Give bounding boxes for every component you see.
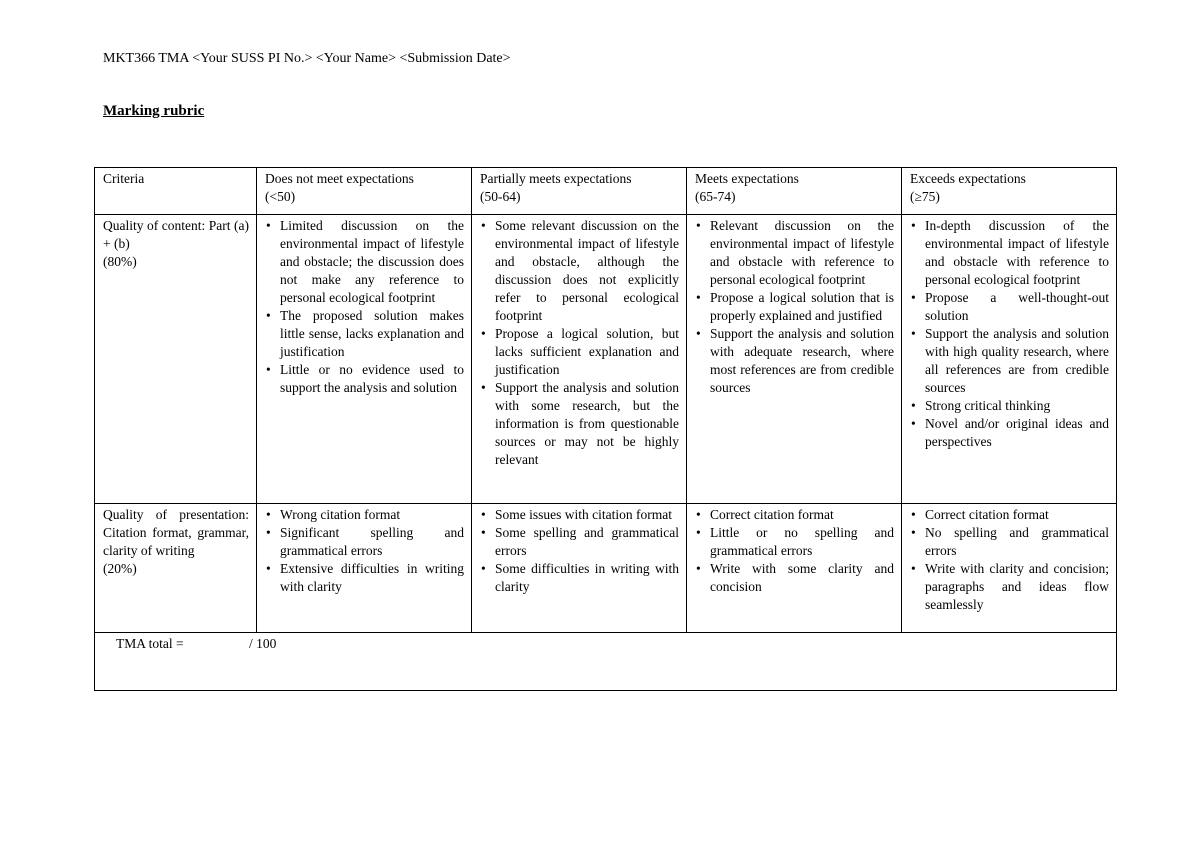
bullet-icon: • xyxy=(696,290,701,305)
bullet-item xyxy=(695,560,894,596)
bullet-text: Limited discussion on the environmental impact of lifestyle and obstacle; the discussion does not make any reference to personal ecological footprint xyxy=(280,218,464,305)
column-range: (50-64) xyxy=(480,189,521,204)
bullet-text: Write with clarity and concision; paragraphs and ideas flow seamlessly xyxy=(925,561,1109,612)
bullet-text: Little or no evidence used to support the analysis and solution xyxy=(280,362,464,395)
criteria-bullet-list xyxy=(695,217,894,397)
bullet-item xyxy=(910,506,1109,524)
bullet-text: Significant spelling and grammatical errors xyxy=(280,525,464,558)
criteria-cell xyxy=(95,215,257,504)
bullet-icon: • xyxy=(911,398,916,413)
bullet-icon: • xyxy=(481,380,486,395)
bullet-item xyxy=(695,524,894,560)
bullet-item xyxy=(910,415,1109,451)
rubric-cell xyxy=(257,504,472,633)
column-title: Partially meets expectations xyxy=(480,171,632,186)
bullet-icon: • xyxy=(481,507,486,522)
criteria-bullet-list xyxy=(480,506,679,596)
bullet-text: Wrong citation format xyxy=(280,507,401,522)
bullet-text: No spelling and grammatical errors xyxy=(925,525,1109,558)
bullet-item xyxy=(480,524,679,560)
bullet-icon: • xyxy=(911,507,916,522)
bullet-icon: • xyxy=(911,290,916,305)
criteria-weight: (20%) xyxy=(103,561,137,576)
total-cell xyxy=(95,633,1117,691)
bullet-text: Write with some clarity and concision xyxy=(710,561,894,594)
bullet-text: Propose a logical solution that is properly explained and justified xyxy=(710,290,894,323)
rubric-cell xyxy=(687,215,902,504)
criteria-cell xyxy=(95,504,257,633)
section-title: Marking rubric xyxy=(103,103,205,119)
bullet-icon: • xyxy=(696,525,701,540)
rubric-cell xyxy=(902,504,1117,633)
bullet-icon: • xyxy=(696,326,701,341)
bullet-item xyxy=(910,289,1109,325)
bullet-icon: • xyxy=(696,218,701,233)
criteria-bullet-list xyxy=(265,506,464,596)
rubric-total-row xyxy=(95,633,1117,691)
bullet-icon: • xyxy=(911,416,916,431)
bullet-text: Propose a well-thought-out solution xyxy=(925,290,1109,323)
bullet-icon: • xyxy=(266,525,271,540)
bullet-text: Some difficulties in writing with clarity xyxy=(495,561,679,594)
bullet-text: Correct citation format xyxy=(710,507,834,522)
column-range: (<50) xyxy=(265,189,296,204)
bullet-icon: • xyxy=(481,561,486,576)
bullet-text: Support the analysis and solution with adequate research, where most references are from credible sources xyxy=(710,326,894,395)
bullet-item xyxy=(480,217,679,325)
bullet-icon: • xyxy=(266,308,271,323)
bullet-item xyxy=(265,506,464,524)
bullet-text: Strong critical thinking xyxy=(925,398,1051,413)
bullet-item xyxy=(910,397,1109,415)
bullet-text: Novel and/or original ideas and perspectives xyxy=(925,416,1109,449)
bullet-text: Extensive difficulties in writing with clarity xyxy=(280,561,464,594)
bullet-text: Some spelling and grammatical errors xyxy=(495,525,679,558)
criteria-name: Quality of content: Part (a) + (b) xyxy=(103,218,249,251)
bullet-item xyxy=(265,307,464,361)
rubric-row-content xyxy=(95,215,1117,504)
criteria-bullet-list xyxy=(695,506,894,596)
criteria-bullet-list xyxy=(265,217,464,397)
bullet-icon: • xyxy=(911,561,916,576)
rubric-cell xyxy=(257,215,472,504)
bullet-item xyxy=(265,217,464,307)
bullet-icon: • xyxy=(266,218,271,233)
bullet-item xyxy=(695,506,894,524)
bullet-item xyxy=(480,325,679,379)
bullet-text: Propose a logical solution, but lacks sufficient explanation and justification xyxy=(495,326,679,377)
bullet-item xyxy=(480,560,679,596)
bullet-text: Support the analysis and solution with some research, but the information is from questionable sources or may not be highly relevant xyxy=(495,380,679,467)
bullet-text: In-depth discussion of the environmental impact of lifestyle and obstacle with reference to personal ecological footprint xyxy=(925,218,1109,287)
bullet-item xyxy=(910,325,1109,397)
bullet-item xyxy=(695,289,894,325)
bullet-text: Support the analysis and solution with high quality research, where all references are from credible sources xyxy=(925,326,1109,395)
bullet-icon: • xyxy=(696,561,701,576)
bullet-text: Correct citation format xyxy=(925,507,1049,522)
column-title: Criteria xyxy=(103,171,145,186)
bullet-icon: • xyxy=(266,507,271,522)
column-range: (65-74) xyxy=(695,189,736,204)
marking-rubric-table xyxy=(94,167,1117,691)
criteria-bullet-list xyxy=(480,217,679,469)
rubric-cell xyxy=(472,504,687,633)
column-title: Meets expectations xyxy=(695,171,799,186)
column-title: Does not meet expectations xyxy=(265,171,414,186)
criteria-weight: (80%) xyxy=(103,254,137,269)
bullet-text: Relevant discussion on the environmental impact of lifestyle and obstacle with reference to personal ecological footprint xyxy=(710,218,894,287)
criteria-bullet-list xyxy=(910,217,1109,451)
column-header-does-not-meet xyxy=(257,168,472,215)
bullet-item xyxy=(265,361,464,397)
column-header-meets xyxy=(687,168,902,215)
rubric-cell xyxy=(687,504,902,633)
bullet-icon: • xyxy=(266,561,271,576)
column-header-exceeds xyxy=(902,168,1117,215)
column-range: (≥75) xyxy=(910,189,940,204)
document-header: MKT366 TMA <Your SUSS PI No.> <Your Name> <Submission Date> xyxy=(103,51,511,66)
bullet-icon: • xyxy=(266,362,271,377)
bullet-icon: • xyxy=(481,218,486,233)
rubric-row-presentation xyxy=(95,504,1117,633)
bullet-item xyxy=(695,217,894,289)
bullet-text: The proposed solution makes little sense, lacks explanation and justification xyxy=(280,308,464,359)
criteria-bullet-list xyxy=(910,506,1109,614)
rubric-cell xyxy=(472,215,687,504)
bullet-item xyxy=(480,379,679,469)
bullet-item xyxy=(910,217,1109,289)
bullet-item xyxy=(480,506,679,524)
bullet-item xyxy=(265,560,464,596)
criteria-name: Quality of presentation: Citation format, grammar, clarity of writing xyxy=(103,507,249,558)
total-label: TMA total = xyxy=(116,636,184,651)
column-title: Exceeds expectations xyxy=(910,171,1026,186)
bullet-icon: • xyxy=(911,218,916,233)
total-value: / 100 xyxy=(249,636,277,651)
column-header-partially-meets xyxy=(472,168,687,215)
bullet-text: Little or no spelling and grammatical errors xyxy=(710,525,894,558)
bullet-icon: • xyxy=(696,507,701,522)
bullet-item xyxy=(910,560,1109,614)
bullet-icon: • xyxy=(911,326,916,341)
bullet-icon: • xyxy=(481,326,486,341)
bullet-item xyxy=(265,524,464,560)
bullet-icon: • xyxy=(911,525,916,540)
rubric-header-row xyxy=(95,168,1117,215)
bullet-text: Some relevant discussion on the environmental impact of lifestyle and obstacle, although the discussion does not explicitly refer to personal ecological footprint xyxy=(495,218,679,323)
bullet-item xyxy=(695,325,894,397)
rubric-cell xyxy=(902,215,1117,504)
bullet-icon: • xyxy=(481,525,486,540)
column-header-criteria xyxy=(95,168,257,215)
bullet-item xyxy=(910,524,1109,560)
bullet-text: Some issues with citation format xyxy=(495,507,672,522)
